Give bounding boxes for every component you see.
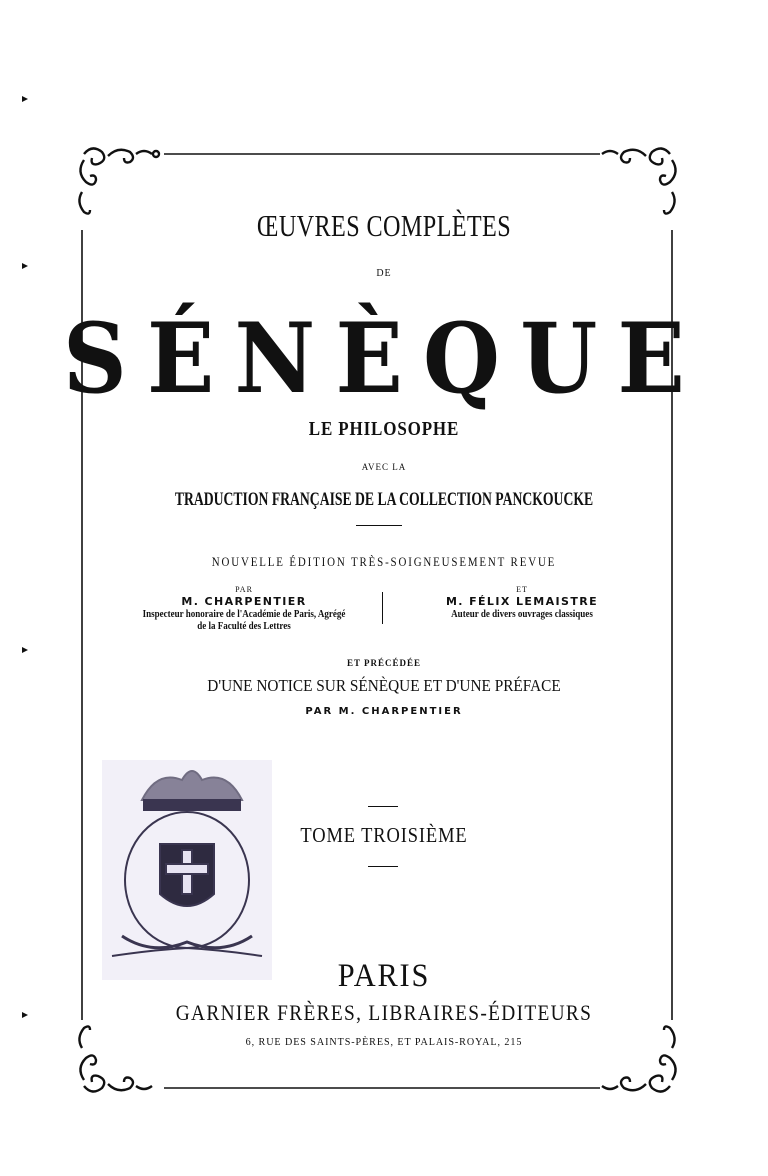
publisher-name: GARNIER FRÈRES, LIBRAIRES-ÉDITEURS	[175, 1000, 593, 1025]
preposition-de: DE	[376, 268, 392, 279]
editor-two-block	[388, 584, 656, 620]
editor-one-desc-line1: Inspecteur honoraire de l'Académie de Paris, Agrégé	[142, 608, 346, 620]
column-divider	[382, 592, 383, 624]
edition-statement: NOUVELLE ÉDITION TRÈS-SOIGNEUSEMENT REVUE	[211, 554, 557, 569]
editor-one-name: M. CHARPENTIER	[181, 595, 307, 608]
publisher-address: 6, RUE DES SAINTS-PÈRES, ET PALAIS-ROYAL, 215	[245, 1036, 523, 1048]
editor-one-desc-line2: de la Faculté des Lettres	[197, 620, 291, 632]
collection-title: ŒUVRES COMPLÈTES	[256, 208, 512, 243]
editor-two-desc: Auteur de divers ouvrages classiques	[451, 608, 593, 620]
et-label: ET	[516, 585, 528, 594]
author-epithet: LE PHILOSOPHE	[308, 418, 460, 440]
library-stamp-icon	[102, 760, 272, 980]
margin-mark	[22, 96, 28, 102]
divider-rule	[368, 866, 398, 867]
et-precedee: ET PRÉCÉDÉE	[346, 658, 422, 668]
translation-line: TRADUCTION FRANÇAISE DE LA COLLECTION PANCKOUCKE	[174, 489, 594, 510]
margin-mark	[22, 1012, 28, 1018]
volume-label: TOME TROISIÈME	[300, 823, 468, 847]
editor-two-name: M. FÉLIX LEMAISTRE	[445, 595, 599, 608]
editor-one-block	[110, 584, 378, 632]
divider-rule	[356, 525, 402, 526]
par-label: PAR	[235, 585, 253, 594]
margin-mark	[22, 647, 28, 653]
notice-line: D'UNE NOTICE SUR SÉNÈQUE ET D'UNE PRÉFACE	[207, 676, 561, 695]
divider-rule	[368, 806, 398, 807]
publisher-city: PARIS	[337, 958, 431, 994]
avec-la: AVEC LA	[361, 462, 407, 472]
preface-author: PAR M. CHARPENTIER	[305, 706, 463, 717]
author-name: SÉNÈQUE	[62, 302, 706, 415]
